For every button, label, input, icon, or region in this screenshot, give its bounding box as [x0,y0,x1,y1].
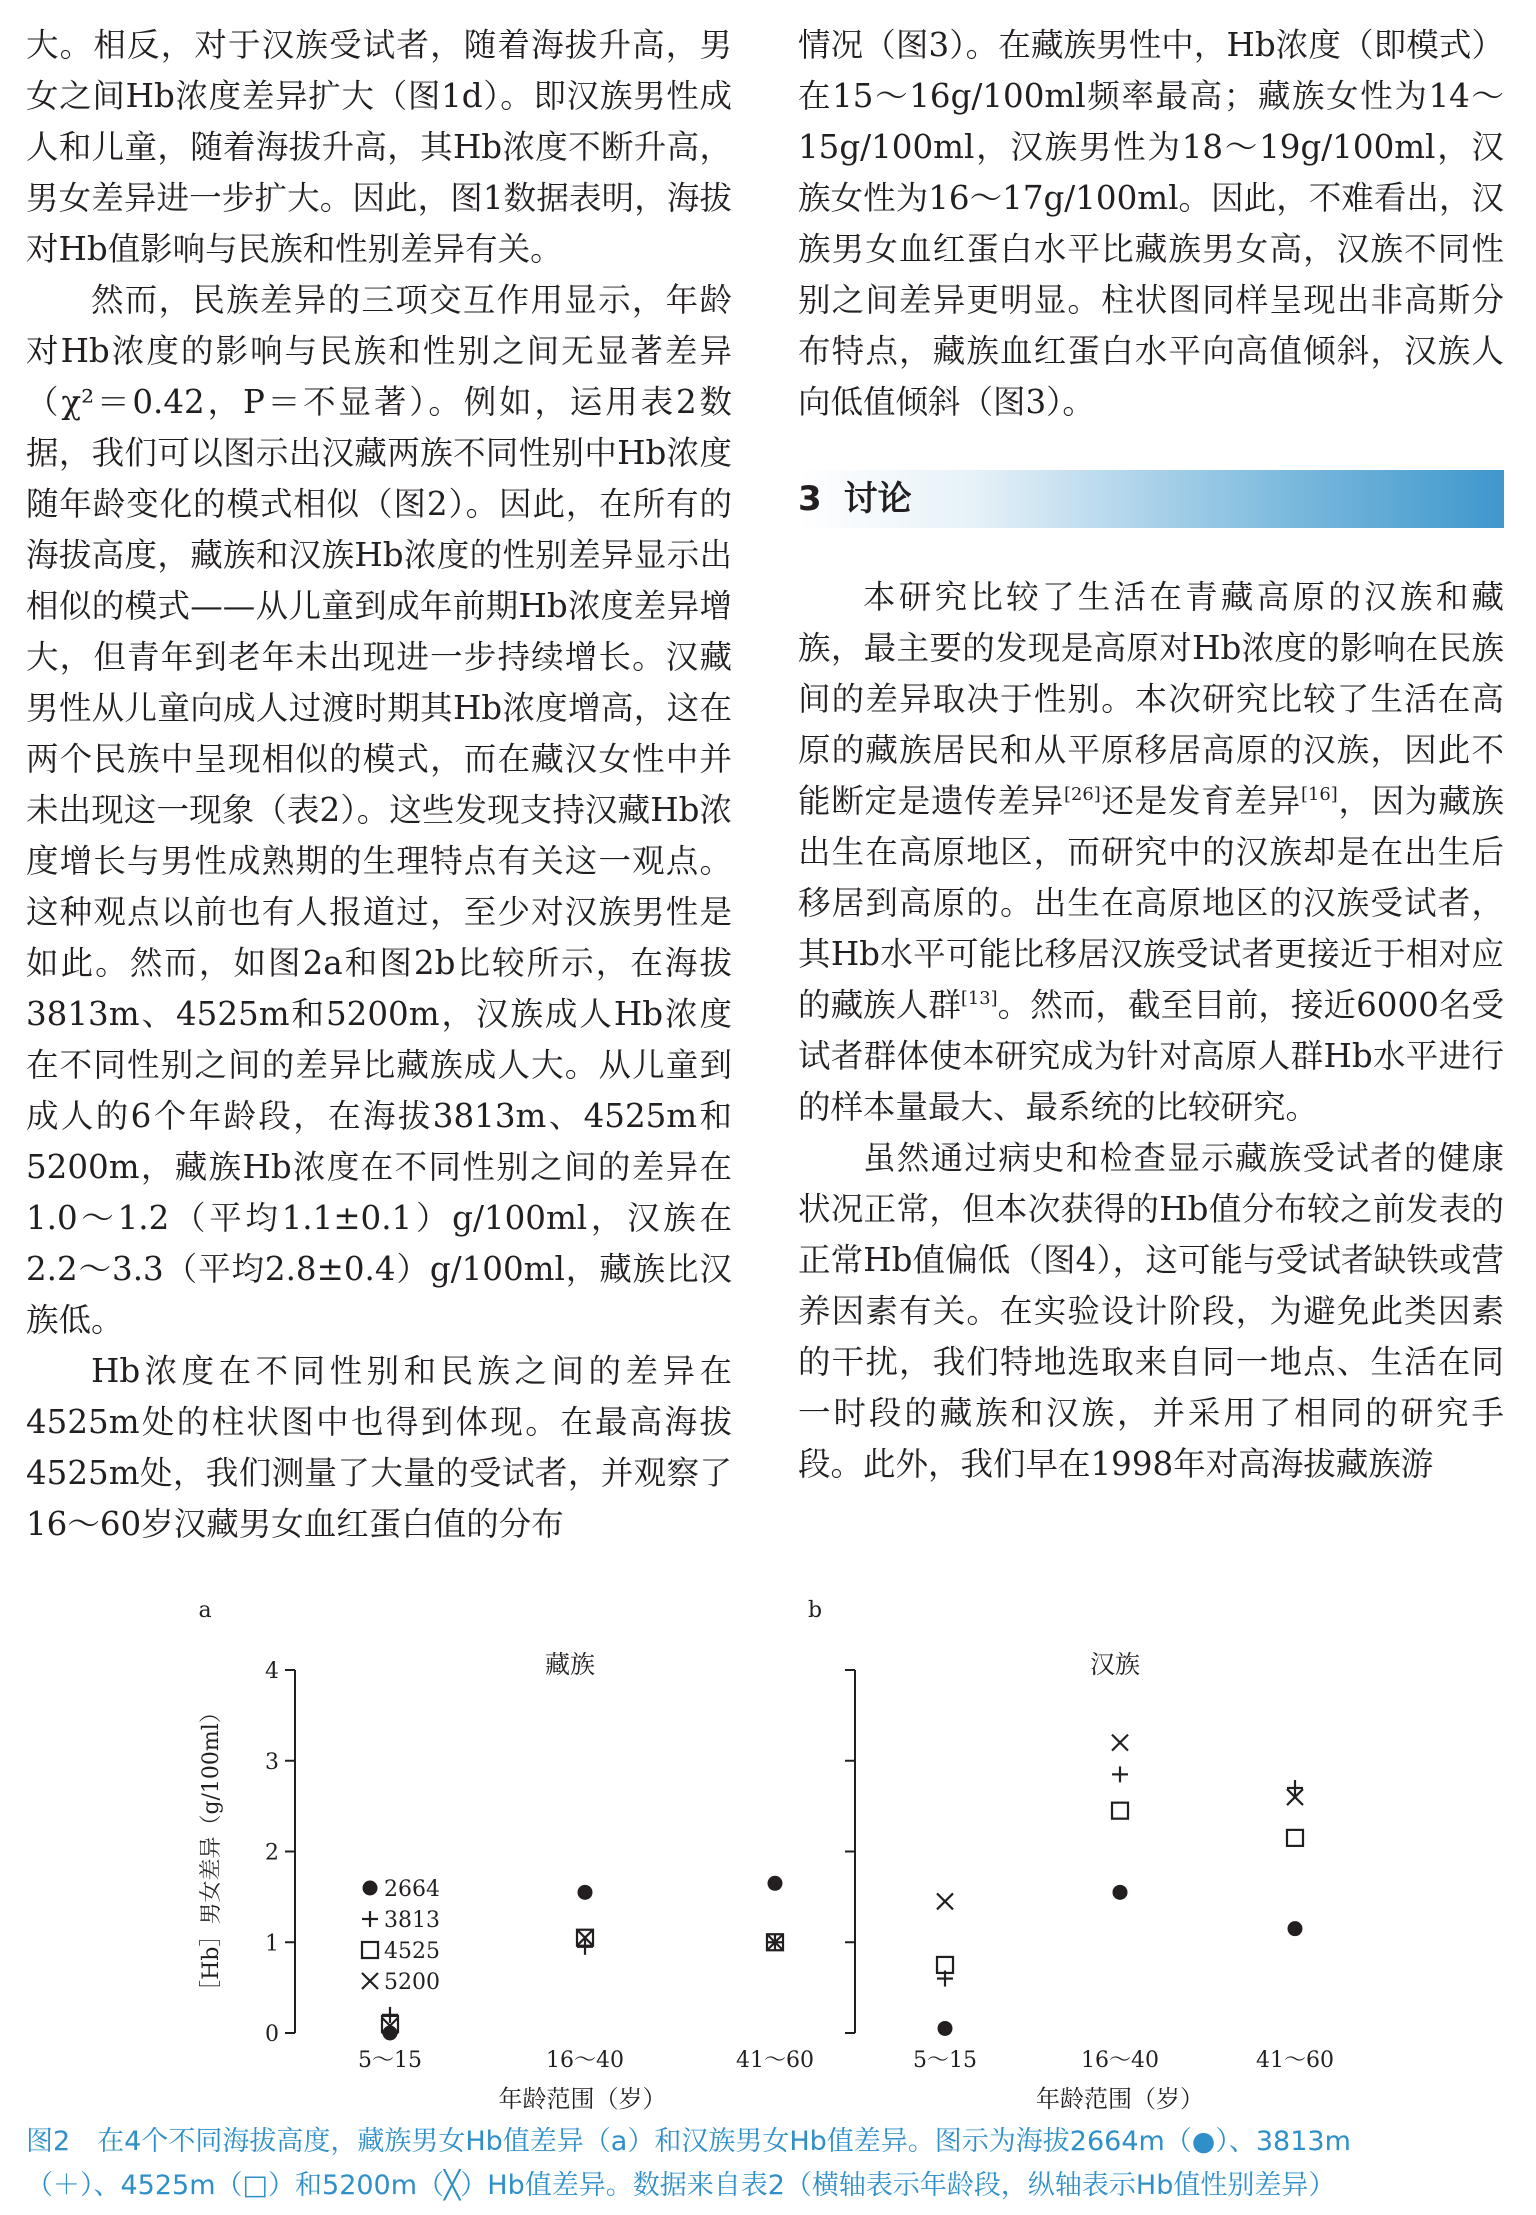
data-point-4525 [1287,1830,1303,1846]
x-tick-label: 41～60 [1256,2048,1334,2073]
legend-label: 2664 [384,1877,440,1902]
x-tick-label: 5～15 [913,2048,977,2073]
legend-label: 3813 [384,1908,440,1933]
section-heading [798,470,1504,528]
paragraph: 虽然通过病史和检查显示藏族受试者的健康状况正常，但本次获得的Hb值分布较之前发表的正常Hb值偏低（图4），这可能与受试者缺铁或营养因素有关。在实验设计阶段，为避免此类因素的干扰，我们特地选取来自同一地点、生活在同一时段的藏族和汉族，并采用了相同的研究手段。此外，我们早在1998年对高海拔藏族游 [798,1139,1504,1483]
text-run: 本研究比较了生活在青藏高原的汉族和藏族，最主要的发现是高原对Hb浓度的影响在民族间的差异取决于性别。本次研究比较了生活在高原的藏族居民和从平原移居高原的汉族，因此不能断定是遗传差异 [798,578,1504,820]
data-point-5200 [1112,1735,1128,1751]
legend-label: 5200 [384,1970,440,1995]
citation: [26] [1064,784,1101,806]
citation: [16] [1301,784,1338,806]
data-point-2664 [1113,1885,1128,1900]
paragraph: 情况（图3）。在藏族男性中，Hb浓度（即模式）在15～16g/100ml频率最高；藏族女性为14～15g/100ml，汉族男性为18～19g/100ml，汉族女性为16～17g/100ml。因此，不难看出，汉族男女血红蛋白水平比藏族男女高，汉族不同性别之间差异更明显。柱状图同样呈现出非高斯分布特点，藏族血红蛋白水平向高值倾斜，汉族人向低值倾斜（图3）。 [798,26,1504,421]
x-tick-label: 5～15 [358,2048,422,2073]
figure-caption [26,2120,1510,2208]
x-tick-label: 16～40 [1081,2048,1159,2073]
legend-marker [362,1973,378,1989]
y-axis-label: ［Hb］男女差异（g/100ml） [199,1701,224,2002]
data-point-2664 [1288,1921,1303,1936]
data-point-3813 [1112,1766,1128,1782]
left-column [26,20,732,1550]
right-column [798,20,1504,1490]
citation: [13] [960,988,998,1010]
data-point-2664 [578,1885,593,1900]
data-point-4525 [1112,1803,1128,1819]
paragraph: 然而，民族差异的三项交互作用显示，年龄对Hb浓度的影响与民族和性别之间无显著差异（χ²＝0.42，P＝不显著）。例如，运用表2数据，我们可以图示出汉藏两族不同性别中Hb浓度随年龄变化的模式相似（图2）。因此，在所有的海拔高度，藏族和汉族Hb浓度的性别差异显示出相似的模式——从儿童到成年前期Hb浓度差异增大，但青年到老年未出现进一步持续增长。汉藏男性从儿童向成人过渡时期其Hb浓度增高，这在两个民族中呈现相似的模式，而在藏汉女性中并未出现这一现象（表2）。这些发现支持汉藏Hb浓度增长与男性成熟期的生理特点有关这一观点。这种观点以前也有人报道过，至少对汉族男性是如此。然而，如图2a和图2b比较所示，在海拔3813m、4525m和5200m，汉族成人Hb浓度在不同性别之间的差异比藏族成人大。从儿童到成人的6个年龄段，在海拔3813m、4525m和5200m，藏族Hb浓度在不同性别之间的差异在1.0～1.2（平均1.1±0.1）g/100ml，汉族在2.2～3.3（平均2.8±0.4）g/100ml，藏族比汉族低。 [26,281,732,1339]
legend-marker [362,1911,378,1927]
y-tick-label: 2 [265,1840,279,1866]
data-point-5200 [937,1893,953,1909]
scatter-chart [0,1585,1536,2110]
paragraph: 大。相反，对于汉族受试者，随着海拔升高，男女之间Hb浓度差异扩大（图1d）。即汉族男性成人和儿童，随着海拔升高，其Hb浓度不断升高，男女差异进一步扩大。因此，图1数据表明，海拔对Hb值影响与民族和性别差异有关。 [26,26,732,268]
legend-marker [362,1942,378,1958]
x-axis-label: 年龄范围（岁） [498,2085,667,2110]
x-tick-label: 41～60 [736,2048,814,2073]
data-point-3813 [1287,1780,1303,1796]
legend-label: 4525 [384,1939,440,1964]
data-point-4525 [937,1957,953,1973]
data-point-2664 [768,1876,783,1891]
y-tick-label: 3 [265,1749,279,1775]
text-run: 。然而，截至目前，接近6000名受试者群体使本研究成为针对高原人群Hb水平进行的样本量最大、最系统的比较研究。 [798,986,1504,1126]
figure-2 [0,1585,1536,2110]
paragraph: Hb浓度在不同性别和民族之间的差异在4525m处的柱状图中也得到体现。在最高海拔4525m处，我们测量了大量的受试者，并观察了16～60岁汉藏男女血红蛋白值的分布 [26,1352,732,1543]
y-tick-label: 0 [265,2022,279,2047]
x-tick-label: 16～40 [546,2048,624,2073]
panel-title: 藏族 [544,1650,596,1679]
section-number: 3 [798,479,822,519]
panel-title: 汉族 [1089,1650,1141,1679]
x-axis-label: 年龄范围（岁） [1036,2085,1204,2110]
panel-label: b [807,1598,823,1623]
data-point-2664 [938,2021,953,2036]
text-run: 还是发育差异 [1100,782,1302,820]
legend-marker [363,1881,378,1896]
text-run: ，因为藏族出生在高原地区，而研究中的汉族却是在出生后移居到高原的。出生在高原地区的汉族受试者，其Hb水平可能比移居汉族受试者更接近于相对应的藏族人群 [798,782,1504,1024]
y-tick-label: 4 [265,1659,279,1684]
section-title: 讨论 [843,479,912,519]
caption-line: （＋）、4525m（□）和5200m（╳）Hb值差异。数据来自表2（横轴表示年龄段，纵轴表示Hb值性别差异） [26,2170,1336,2201]
caption-line: 图2 在4个不同海拔高度，藏族男女Hb值差异（a）和汉族男女Hb值差异。图示为海拔2664m（●）、3813m [26,2126,1351,2157]
paragraph [798,572,1504,1133]
panel-label: a [198,1598,212,1623]
y-tick-label: 1 [265,1931,279,1957]
